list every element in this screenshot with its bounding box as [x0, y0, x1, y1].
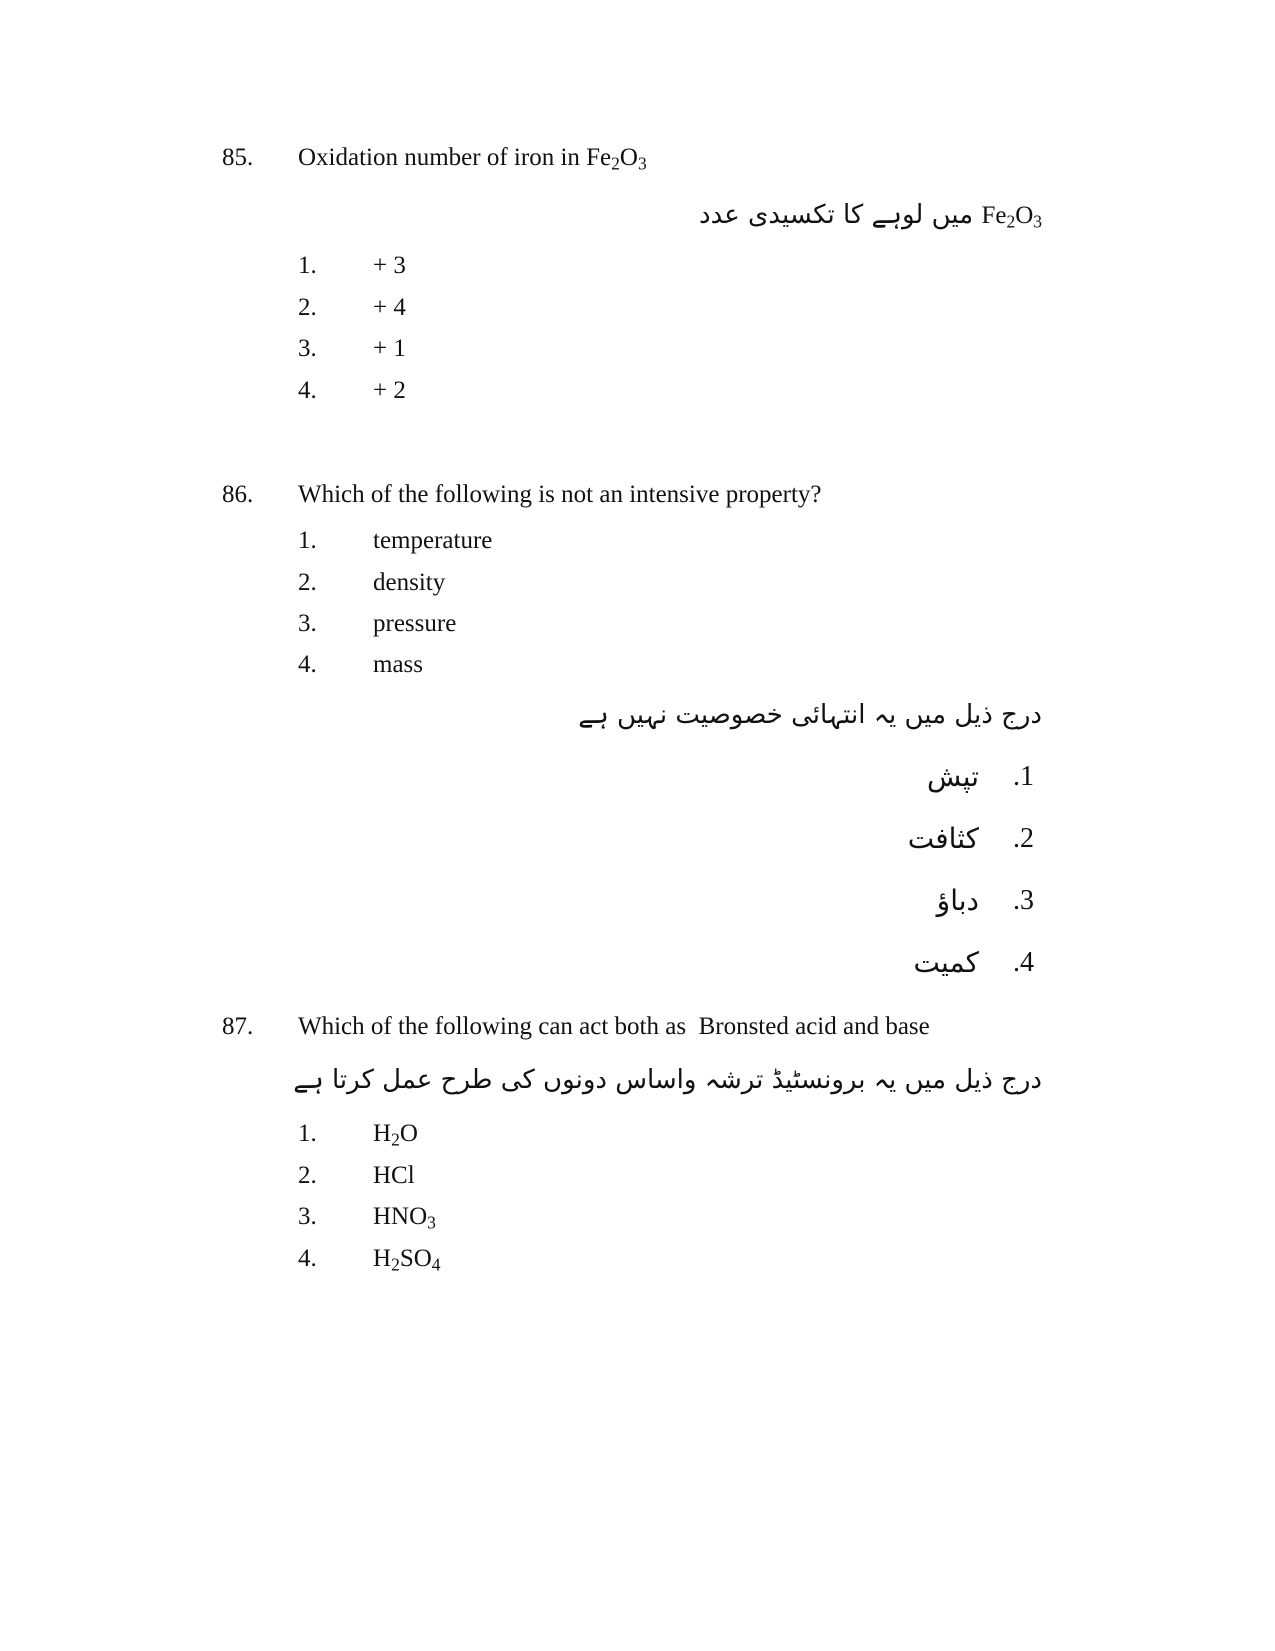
option-text: temperature: [373, 527, 493, 554]
urdu-option-number: .4: [1013, 947, 1034, 978]
option-text: mass: [373, 651, 423, 678]
formula-part: H: [373, 1245, 392, 1272]
formula-part: O: [619, 144, 638, 171]
formula-part: Fe: [586, 144, 612, 171]
formula-part: HNO: [373, 1203, 428, 1230]
question-text-prefix: Oxidation number of iron in: [298, 144, 587, 171]
urdu-text: میں لوہے کا تکسیدی عدد: [699, 200, 974, 230]
formula-subscript: 4: [431, 1254, 441, 1275]
option-text: pressure: [373, 610, 457, 637]
formula-part: SO: [399, 1245, 432, 1272]
option-number: 3.: [298, 610, 317, 637]
option-text: + 1: [373, 335, 406, 362]
formula-part: O: [399, 1120, 418, 1147]
formula-subscript: 2: [391, 1129, 400, 1150]
urdu-question-text: درج ذیل میں یہ برونسٹیڈ ترشہ واساس دونوں کی طرح عمل کرتا ہے: [293, 1065, 1042, 1095]
option-text: + 3: [373, 252, 406, 279]
option-formula: [373, 1202, 436, 1232]
option-number: 1.: [298, 1120, 317, 1147]
question-text: Which of the following is not an intensive property?: [298, 481, 822, 508]
option-number: 4.: [298, 377, 317, 404]
option-number: 4.: [298, 651, 317, 678]
formula-part: Fe: [981, 202, 1007, 229]
question-text: Which of the following can act both as Bronsted acid and base: [298, 1013, 930, 1040]
question-number: 85.: [222, 144, 254, 171]
urdu-question-text: درج ذیل میں یہ انتہائی خصوصیت نہیں ہے: [578, 700, 1042, 730]
option-number: 1.: [298, 527, 317, 554]
formula-subscript: 3: [637, 153, 647, 174]
option-formula: [373, 1161, 415, 1191]
urdu-option-number: .2: [1013, 823, 1034, 854]
option-text: density: [373, 569, 446, 596]
option-number: 4.: [298, 1245, 317, 1272]
formula-part: O: [1015, 202, 1034, 229]
option-number: 2.: [298, 569, 317, 596]
option-number: 2.: [298, 1162, 317, 1189]
option-formula: [373, 1119, 418, 1149]
question-text: [298, 143, 647, 173]
option-number: 3.: [298, 1203, 317, 1230]
formula-subscript: 2: [611, 153, 620, 174]
question-number: 87.: [222, 1013, 254, 1040]
question-number: 86.: [222, 481, 254, 508]
formula-subscript: 3: [1033, 211, 1042, 232]
option-number: 2.: [298, 294, 317, 321]
urdu-option-text: دباؤ: [936, 884, 979, 917]
formula-fe2o3: [586, 144, 647, 174]
formula-subscript: 2: [1006, 211, 1016, 232]
formula-fe2o3: [981, 202, 1042, 232]
option-text: + 2: [373, 377, 406, 404]
formula-part: H: [373, 1120, 392, 1147]
urdu-question-text: [699, 197, 1042, 234]
urdu-option-text: کثافت: [907, 822, 979, 855]
formula-subscript: 2: [391, 1254, 400, 1275]
urdu-option-text: کمیت: [913, 946, 979, 979]
formula-subscript: 3: [427, 1212, 436, 1233]
option-number: 3.: [298, 335, 317, 362]
option-text: + 4: [373, 294, 406, 321]
urdu-option-number: .3: [1013, 885, 1034, 916]
option-number: 1.: [298, 252, 317, 279]
formula-part: HCl: [373, 1162, 415, 1189]
option-formula: [373, 1244, 441, 1274]
urdu-option-text: تپش: [927, 760, 979, 793]
urdu-option-number: .1: [1013, 761, 1034, 792]
